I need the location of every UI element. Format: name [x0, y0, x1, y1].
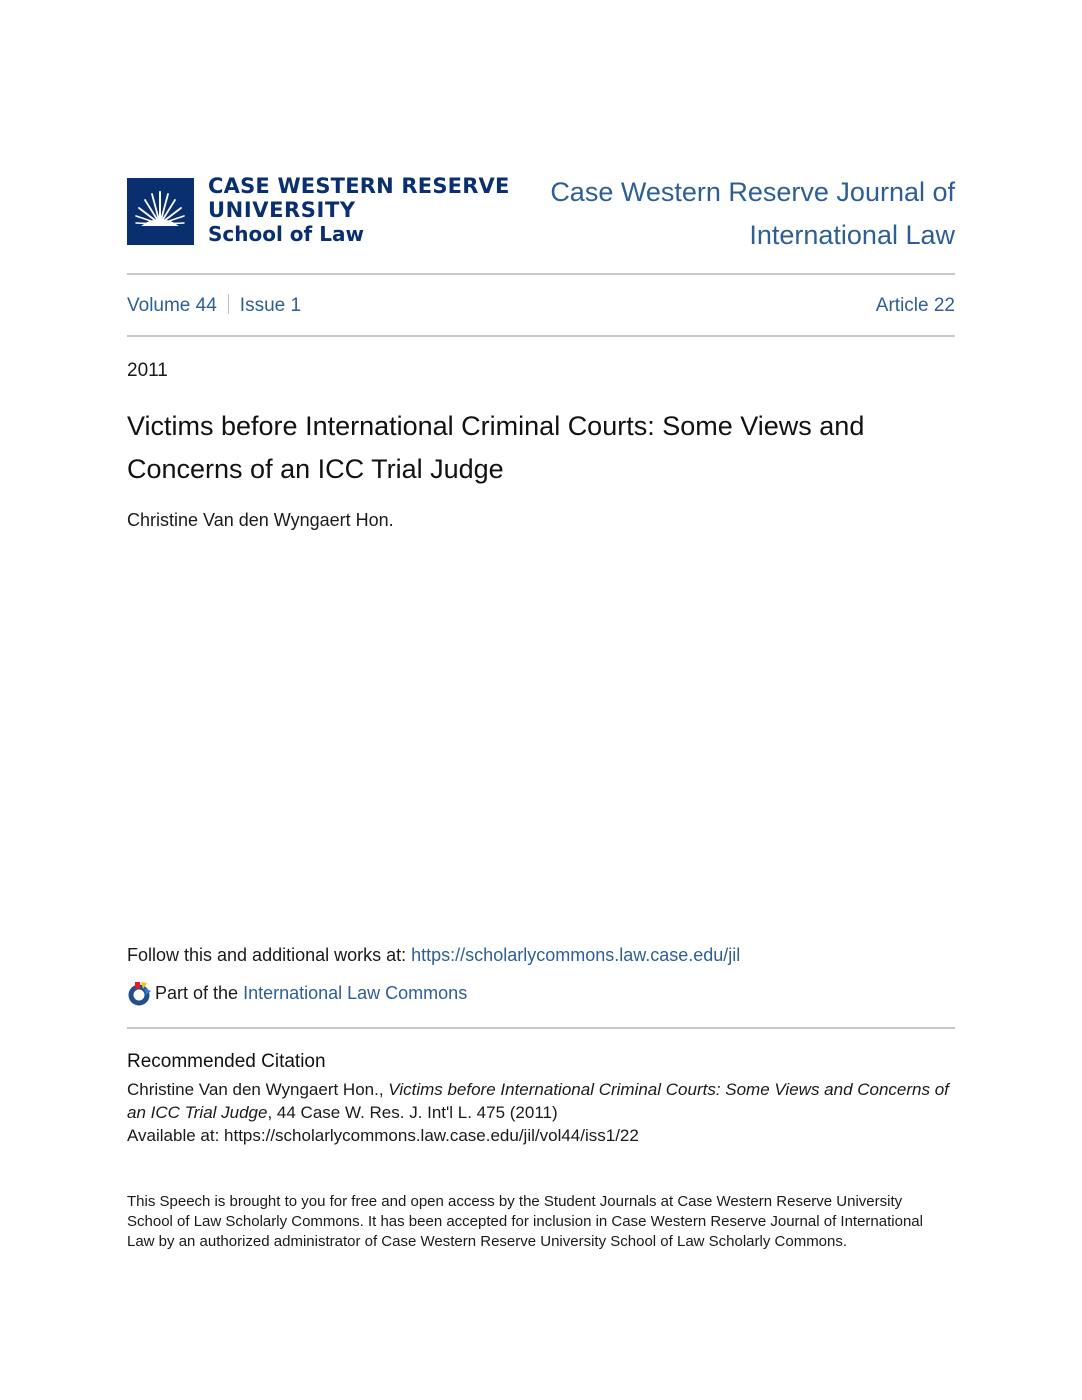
international-law-commons-link[interactable]: International Law Commons: [243, 982, 468, 1003]
citation-heading: Recommended Citation: [127, 1051, 326, 1072]
university-logo-mark: [127, 178, 194, 245]
citation-body: [127, 1078, 957, 1147]
sunburst-icon: [127, 178, 194, 245]
citation-source: , 44 Case W. Res. J. Int'l L. 475 (2011): [267, 1103, 558, 1122]
follow-label: Follow this and additional works at:: [127, 945, 412, 965]
issue-link[interactable]: Issue 1: [239, 295, 302, 316]
journal-title-line-1[interactable]: Case Western Reserve Journal of: [550, 177, 955, 207]
follow-url-link[interactable]: https://scholarlycommons.law.case.edu/jil: [411, 945, 741, 965]
journal-title[interactable]: [515, 171, 955, 257]
logo-line-2: UNIVERSITY: [208, 198, 356, 222]
divider-top: [127, 273, 955, 275]
meta-separator: [228, 294, 229, 314]
part-of-line: [127, 980, 467, 1006]
bepress-commons-icon: [127, 980, 153, 1006]
publication-year: 2011: [127, 360, 168, 381]
volume-link[interactable]: Volume 44: [127, 295, 217, 316]
logo-line-3: School of Law: [208, 222, 364, 246]
article-link[interactable]: Article 22: [875, 295, 955, 316]
access-statement: This Speech is brought to you for free and open access by the Student Journals at Case Western Reserve University School of Law Scholarly Commons. It has been accepted for inclusion in Case Western Reserve Journal of International Law by an authorized administrator of Case Western Reserve University School of Law Scholarly Commons.: [127, 1193, 923, 1250]
divider-meta: [127, 335, 955, 337]
citation-author: Christine Van den Wyngaert Hon.,: [127, 1080, 389, 1099]
divider-citation: [127, 1027, 955, 1029]
follow-line: [127, 945, 740, 966]
article-title: Victims before International Criminal Courts: Some Views and Concerns of an ICC Trial Judge: [127, 411, 865, 484]
logo-line-1: CASE WESTERN RESERVE: [208, 174, 510, 198]
part-of-label: Part of the: [155, 982, 239, 1003]
university-logo-text: [208, 174, 510, 246]
citation-title: Victims before International Criminal Courts: Some Views and Concerns of an ICC Trial Judge: [127, 1080, 949, 1122]
article-author: Christine Van den Wyngaert Hon.: [127, 510, 394, 530]
citation-available-label: Available at:: [127, 1126, 225, 1145]
journal-title-line-2[interactable]: International Law: [749, 220, 955, 250]
citation-available-url[interactable]: https://scholarlycommons.law.case.edu/jil/vol44/iss1/22: [224, 1126, 639, 1145]
